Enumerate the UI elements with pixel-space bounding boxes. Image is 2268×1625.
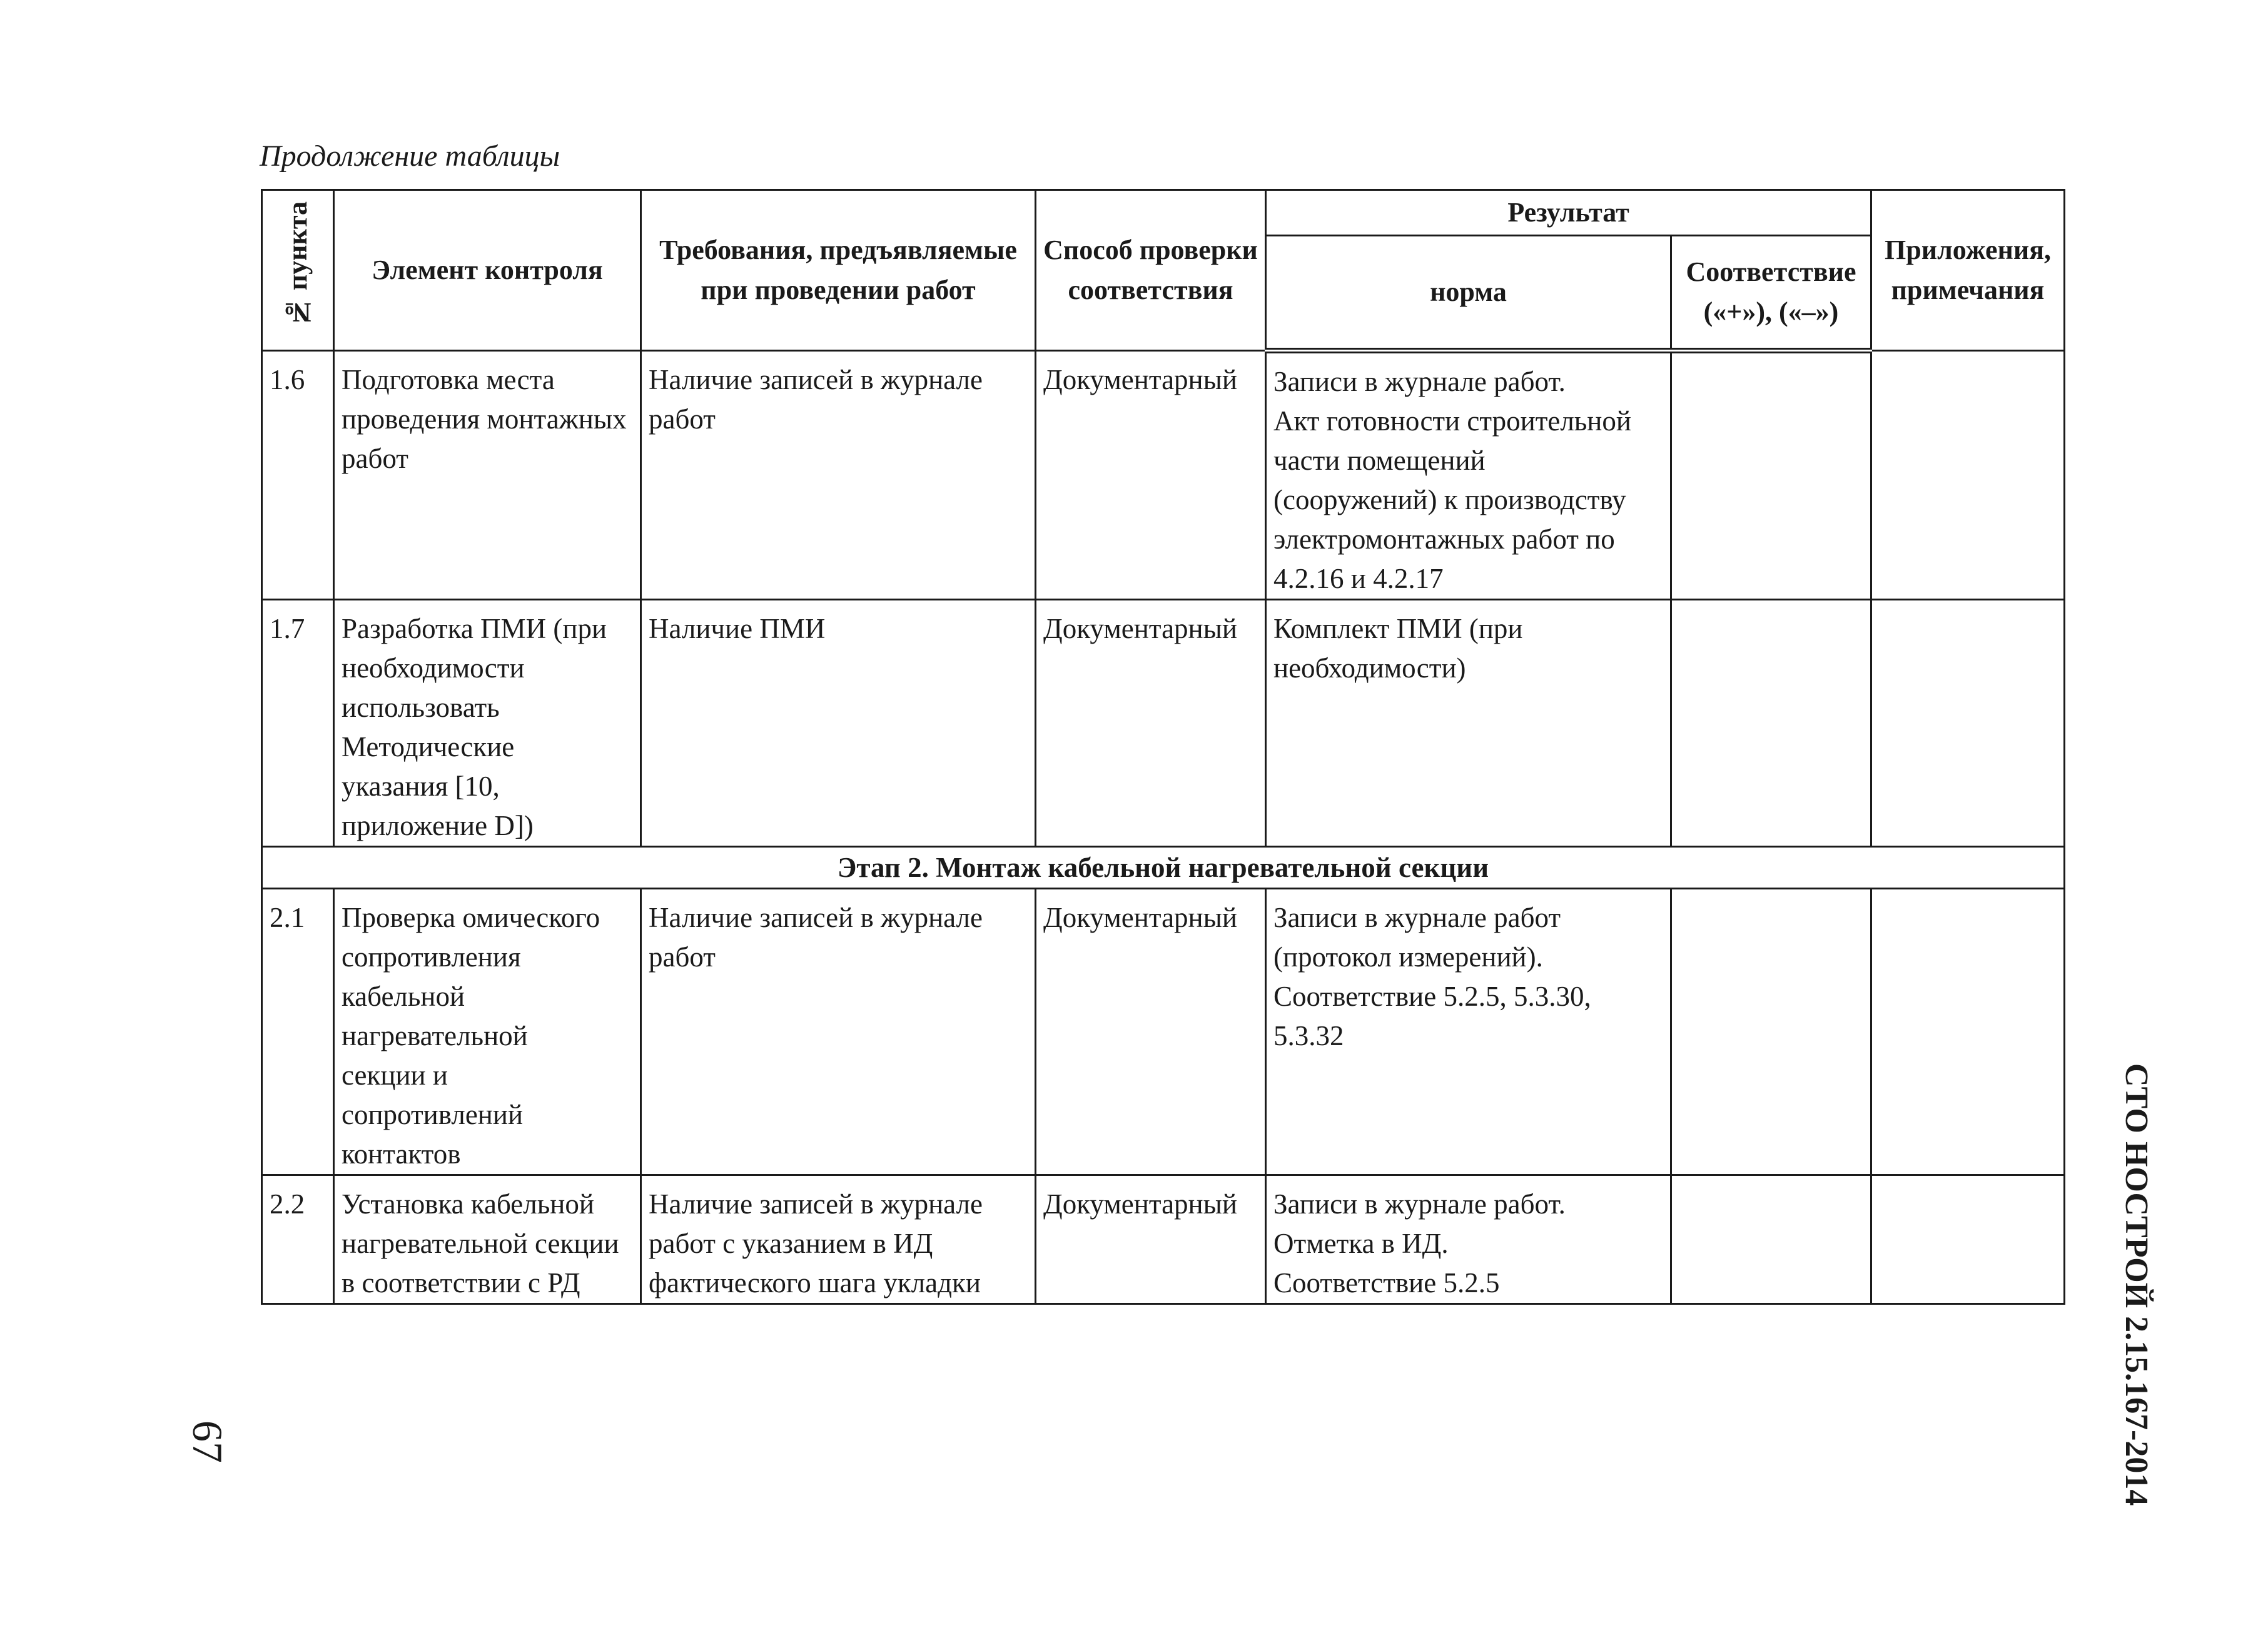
row-element-line: Установка кабельной [342,1188,594,1220]
row-element [334,351,641,600]
row-element-line: проведения монтажных [342,403,627,435]
row-requirements [641,889,1036,1175]
table-caption: Продолжение таблицы [260,139,560,173]
row-conformity [1671,600,1871,847]
row-element-line: контактов [342,1138,461,1170]
row-norm-line: необходимости) [1273,652,1466,684]
row-norm-line: (протокол измерений). [1273,941,1543,973]
page-number: 67 [184,1420,231,1463]
row-method: Документарный [1036,889,1266,1175]
row-element-line: нагревательной [342,1020,528,1051]
row-conformity [1671,351,1871,600]
stage-row [262,847,2065,889]
row-element-line: в соответствии с РД [342,1267,580,1298]
row-num: 1.7 [262,600,334,847]
row-norm [1266,351,1671,600]
row-norm [1266,889,1671,1175]
row-notes [1871,600,2065,847]
row-element-line: Методические [342,731,515,762]
row-requirements-line: работ [649,403,716,435]
row-requirements-line: фактического шага укладки [649,1267,981,1298]
row-conformity [1671,1175,1871,1304]
row-requirements [641,351,1036,600]
row-element-line: сопротивлений [342,1099,524,1130]
row-requirements-line: Наличие записей в журнале [649,1188,983,1220]
header-norm: норма [1266,236,1671,351]
row-norm-line: Записи в журнале работ. [1273,366,1566,397]
header-conformity: Соответствие («+»), («–») [1671,236,1871,351]
header-num [262,190,334,351]
row-requirements-line: работ [649,941,716,973]
row-requirements-line: Наличие ПМИ [649,613,826,644]
row-conformity [1671,889,1871,1175]
row-requirements-line: Наличие записей в журнале [649,902,983,933]
table-row [262,600,2065,847]
row-norm-line: Соответствие 5.2.5, 5.3.30, [1273,981,1591,1012]
row-requirements-line: Наличие записей в журнале [649,364,983,395]
table-row [262,351,2065,600]
row-element-line: работ [342,443,408,474]
row-norm-line: 4.2.16 и 4.2.17 [1273,563,1444,594]
row-norm [1266,600,1671,847]
row-norm-line: Отметка в ИД. [1273,1228,1449,1259]
header-notes: Приложения, примечания [1871,190,2065,351]
row-element [334,600,641,847]
row-norm-line: Комплект ПМИ (при [1273,613,1523,644]
row-element-line: необходимости [342,652,525,684]
stage-title: Этап 2. Монтаж кабельной нагревательной секции [262,847,2065,889]
row-norm-line: Соответствие 5.2.5 [1273,1267,1500,1298]
row-norm-line: части помещений [1273,445,1486,476]
row-notes [1871,889,2065,1175]
header-element: Элемент контроля [334,190,641,351]
row-num: 2.1 [262,889,334,1175]
row-requirements [641,1175,1036,1304]
row-method: Документарный [1036,1175,1266,1304]
row-element-line: указания [10, [342,771,500,802]
row-norm-line: (сооружений) к производству [1273,484,1626,515]
table-row [262,1175,2065,1304]
row-norm [1266,1175,1671,1304]
row-notes [1871,1175,2065,1304]
row-norm-line: 5.3.32 [1273,1020,1344,1051]
row-element-line: Подготовка места [342,364,555,395]
row-num: 1.6 [262,351,334,600]
row-norm-line: электромонтажных работ по [1273,524,1615,555]
row-element-line: секции и [342,1060,448,1091]
row-norm-line: Записи в журнале работ. [1273,1188,1566,1220]
header-result: Результат [1266,190,1871,236]
row-element-line: приложение D]) [342,810,534,841]
row-num: 2.2 [262,1175,334,1304]
header-num-label: № пункта [282,201,313,328]
document-code: СТО НОСТРОЙ 2.15.167-2014 [2119,1063,2154,1506]
header-method: Способ проверки соответствия [1036,190,1266,351]
row-element-line: кабельной [342,981,465,1012]
row-element-line: Проверка омического [342,902,600,933]
row-element-line: нагревательной секции [342,1228,619,1259]
row-element-line: использовать [342,692,500,723]
row-notes [1871,351,2065,600]
row-norm-line: Акт готовности строительной [1273,405,1631,437]
row-element-line: Разработка ПМИ (при [342,613,607,644]
row-method: Документарный [1036,600,1266,847]
row-element-line: сопротивления [342,941,521,973]
row-element [334,1175,641,1304]
table-row [262,889,2065,1175]
row-method: Документарный [1036,351,1266,600]
control-table [261,189,2065,1305]
row-element [334,889,641,1175]
row-requirements [641,600,1036,847]
header-requirements: Требования, предъявляемые при проведении работ [641,190,1036,351]
row-requirements-line: работ с указанием в ИД [649,1228,933,1259]
row-norm-line: Записи в журнале работ [1273,902,1561,933]
